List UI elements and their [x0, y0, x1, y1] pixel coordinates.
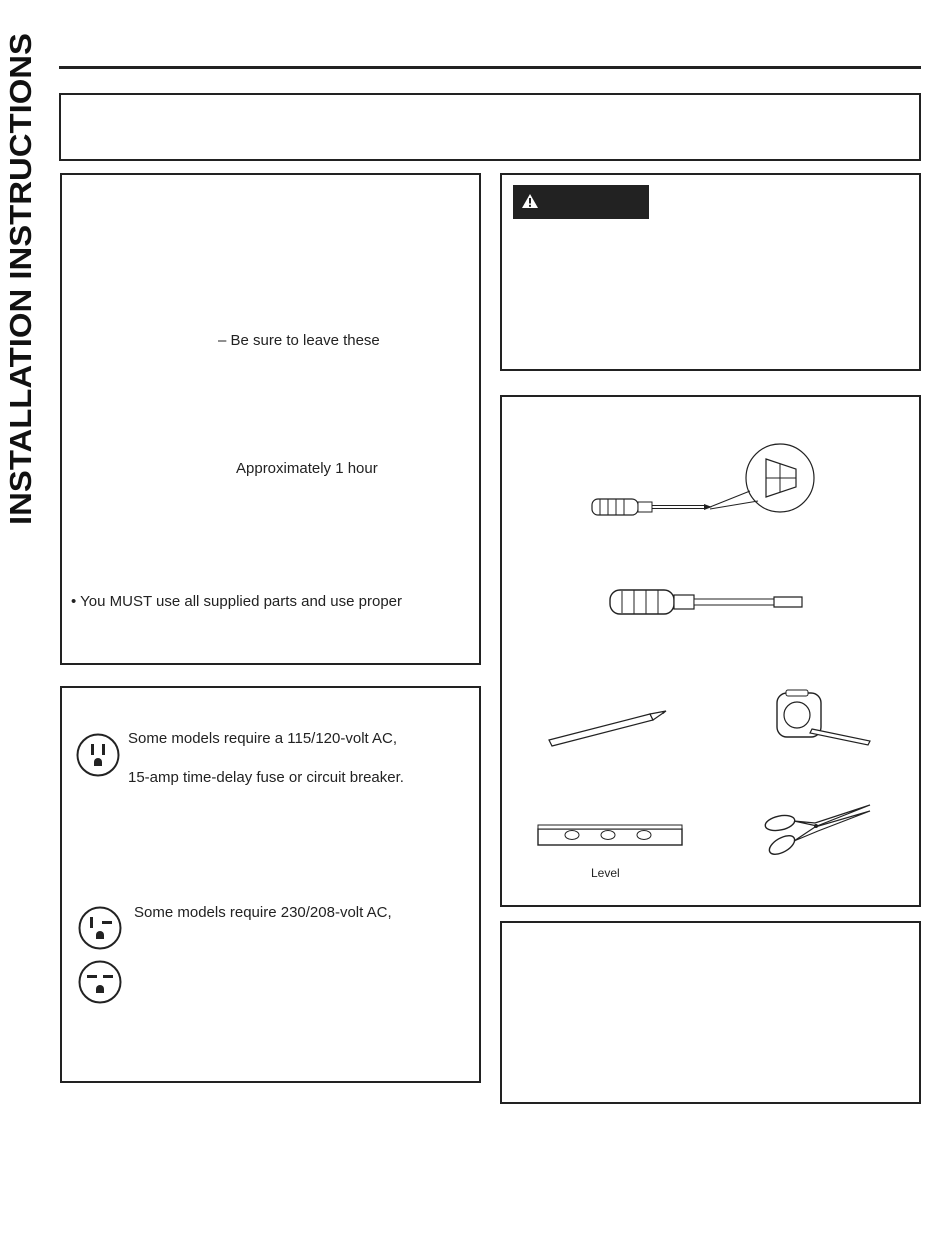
outlet-115v-line1: Some models require a 115/120-volt AC, [128, 730, 398, 747]
outlet-115v-line2: 15-amp time-delay fuse or circuit breaker. [128, 769, 404, 786]
scissors-icon [760, 801, 875, 861]
tools-box [500, 395, 921, 907]
flat-screwdriver-icon [608, 587, 808, 617]
warning-box [500, 173, 921, 371]
outlet-115v-icon [76, 733, 120, 777]
side-title-text: INSTALLATION INSTRUCTIONS [3, 61, 38, 525]
before-you-begin-box [60, 173, 481, 665]
electrical-requirements-box [60, 686, 481, 1083]
leave-these-text: – Be sure to leave these [218, 332, 380, 349]
installation-time-text: Approximately 1 hour [236, 460, 378, 477]
outlet-230v-icon [78, 906, 122, 950]
outlet-230v-line1: Some models require 230/208-volt AC, [134, 904, 392, 921]
pencil-icon [546, 707, 670, 747]
tape-measure-icon [774, 689, 874, 755]
phillips-screwdriver-icon [590, 441, 822, 531]
top-rule [59, 66, 921, 69]
supplied-parts-bullet: • You MUST use all supplied parts and use proper [71, 593, 403, 610]
level-icon [536, 823, 686, 851]
outlet-230v-alt-icon [78, 960, 122, 1004]
header-box [59, 93, 921, 161]
level-label: Level [591, 866, 620, 880]
warning-label [513, 185, 649, 219]
notes-box [500, 921, 921, 1104]
side-title-graphic [2, 30, 38, 525]
side-title [2, 30, 38, 525]
warning-triangle-icon [521, 193, 539, 209]
